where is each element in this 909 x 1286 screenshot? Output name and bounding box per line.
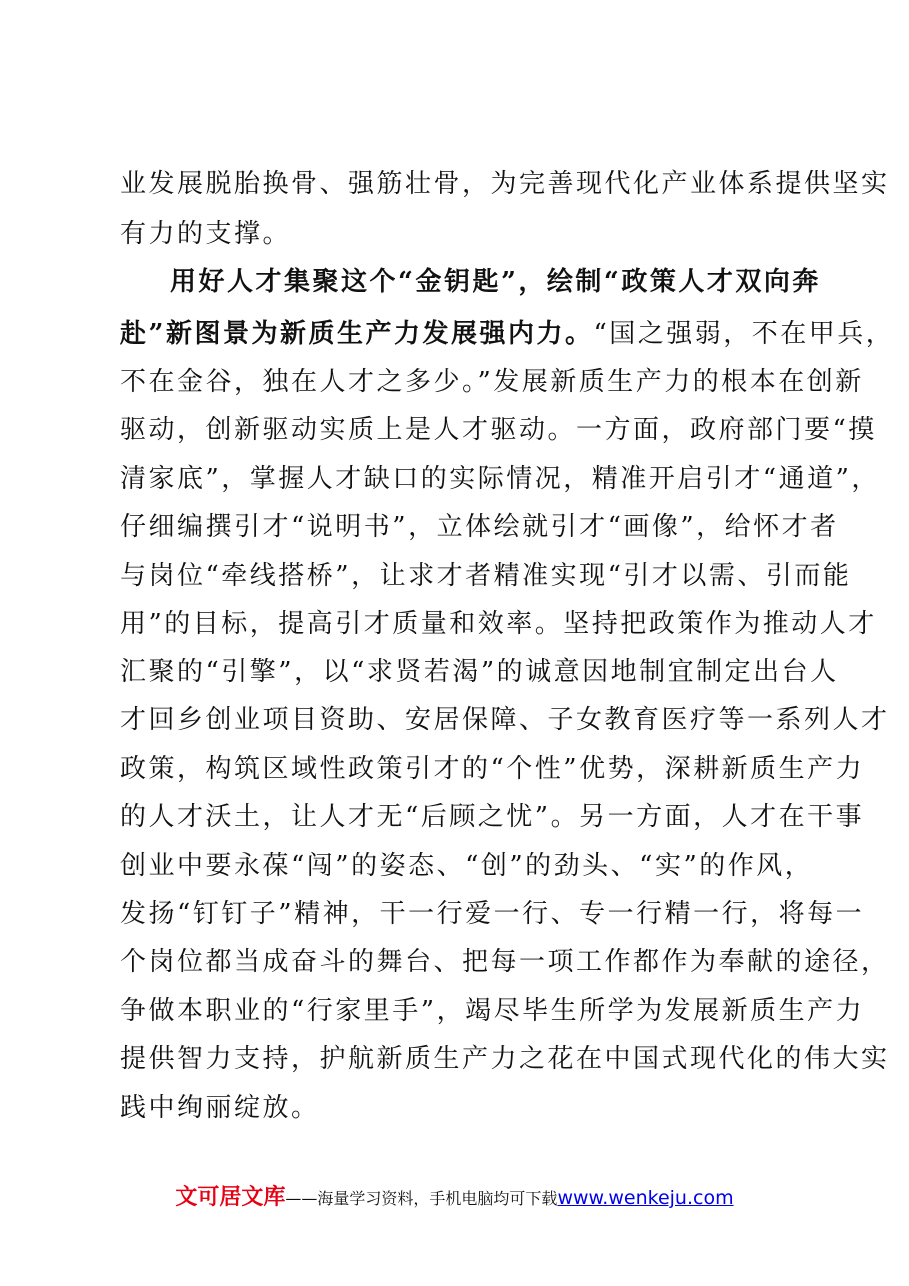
paragraph-line: 个岗位都当成奋斗的舞台、把每一项工作都作为奉献的途径， — [120, 947, 890, 977]
paragraph-line: 驱动，创新驱动实质上是人才驱动。一方面，政府部门要“摸 — [120, 415, 877, 445]
paragraph-line: 争做本职业的“行家里手”，竭尽毕生所学为发展新质生产力 — [120, 996, 865, 1026]
paragraph-line: 创业中要永葆“闯”的姿态、“创”的劲头、“实”的作风， — [120, 851, 814, 881]
paragraph-line: 与岗位“牵线搭桥”，让求才者精准实现“引才以需、引而能 — [120, 561, 852, 591]
paragraph-line: 发扬“钉钉子”精神，干一行爱一行、专一行精一行，将每一 — [120, 899, 865, 929]
paragraph-line: 的人才沃土，让人才无“后顾之忧”。另一方面，人才在干事 — [120, 802, 865, 832]
paragraph-heading-line: 用好人才集聚这个“金钥匙”，绘制“政策人才双向奔 — [170, 267, 821, 297]
footer-banner — [0, 1180, 909, 1210]
paragraph-line: 清家底”，掌握人才缺口的实际情况，精准开启引才“通道”， — [120, 464, 880, 494]
paragraph-line: 汇聚的“引擎”，以“求贤若渴”的诚意因地制宜制定出台人 — [120, 657, 839, 687]
paragraph-line: 用”的目标，提高引才质量和效率。坚持把政策作为推动人才 — [120, 609, 877, 639]
paragraph-line: 践中绚丽绽放。 — [120, 1093, 320, 1123]
paragraph-line: 业发展脱胎换骨、强筋壮骨，为完善现代化产业体系提供坚实 — [120, 169, 890, 199]
paragraph-line-mixed — [120, 314, 895, 354]
paragraph-line: 政策，构筑区域性政策引才的“个性”优势，深耕新质生产力 — [120, 754, 865, 784]
footer-tagline: ——海量学习资料，手机电脑均可下载 — [285, 1189, 558, 1208]
paragraph-line: “国之强弱，不在甲兵， — [593, 319, 895, 349]
paragraph-line: 提供智力支持，护航新质生产力之花在中国式现代化的伟大实 — [120, 1044, 890, 1074]
paragraph-line: 有力的支撑。 — [120, 219, 292, 249]
paragraph-heading-line: 赴”新图景为新质生产力发展强内力。 — [120, 319, 594, 349]
brand-name: 文可居文库 — [175, 1185, 286, 1210]
paragraph-line: 不在金谷，独在人才之多少。”发展新质生产力的根本在创新 — [120, 367, 864, 397]
website-link[interactable]: www.wenkeju.com — [557, 1187, 734, 1209]
paragraph-line: 才回乡创业项目资助、安居保障、子女教育医疗等一系列人才 — [120, 705, 890, 735]
paragraph-line: 仔细编撰引才“说明书”，立体绘就引才“画像”，给怀才者 — [120, 512, 839, 542]
